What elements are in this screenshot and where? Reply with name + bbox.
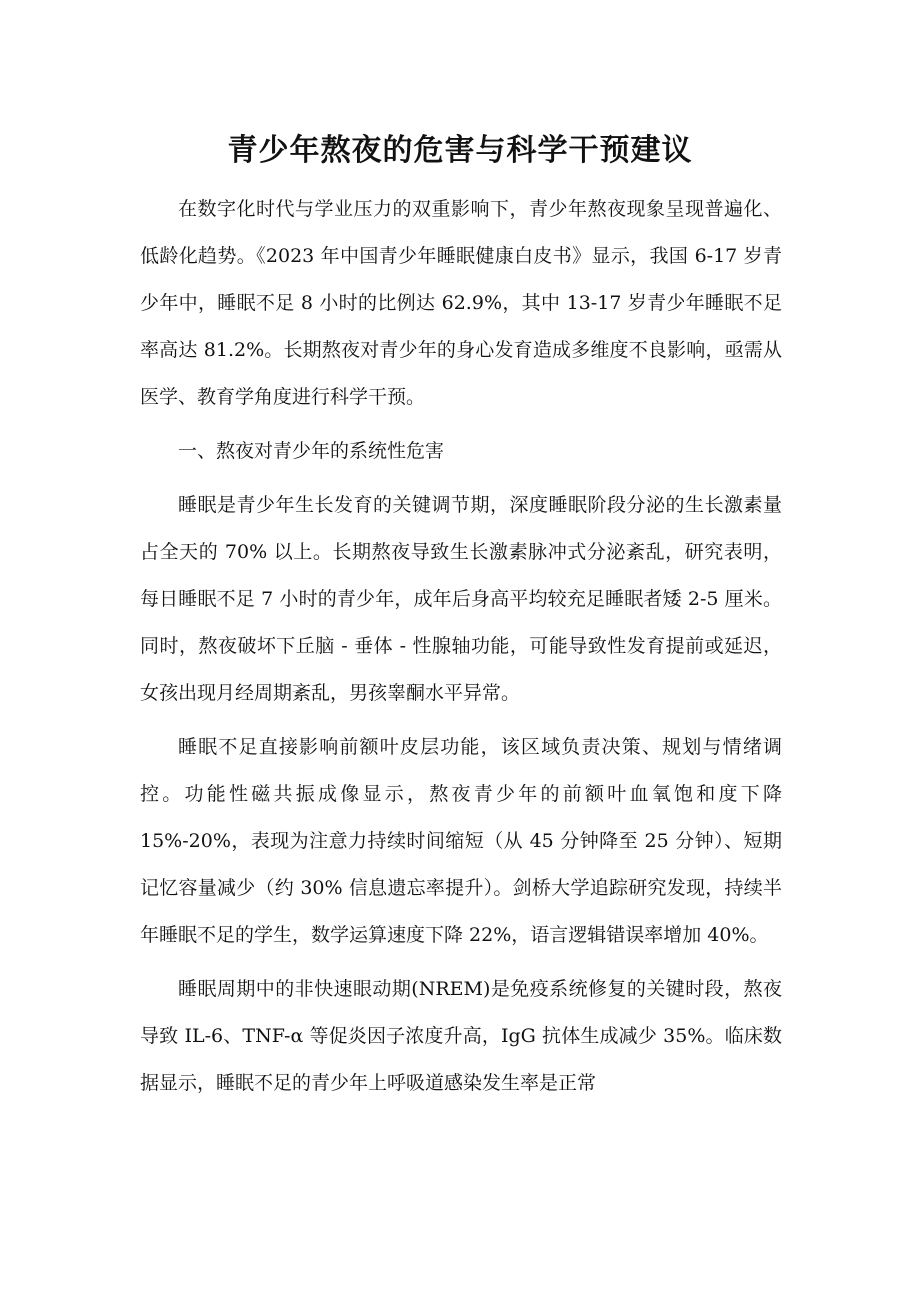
immune-paragraph: 睡眠周期中的非快速眼动期(NREM)是免疫系统修复的关键时段，熬夜导致 IL-6、TNF-α 等促炎因子浓度升高，IgG 抗体生成减少 35%。临床数据显示，睡眠不足的青少年上呼吸道感染发生率是正常	[140, 978, 782, 1094]
document-title: 青少年熬夜的危害与科学干预建议	[227, 133, 693, 168]
document-body	[140, 186, 782, 1107]
intro-paragraph: 在数字化时代与学业压力的双重影响下，青少年熬夜现象呈现普遍化、低龄化趋势。《2023 年中国青少年睡眠健康白皮书》显示，我国 6-17 岁青少年中，睡眠不足 8 小时的比例达 62.9%，其中 13-17 岁青少年睡眠不足率高达 81.2%。长期熬夜对青少年的身心发育造成多维度不良影响，亟需从医学、教育学角度进行科学干预。	[140, 198, 782, 408]
section-heading: 一、熬夜对青少年的系统性危害	[178, 440, 445, 462]
cognition-paragraph: 睡眠不足直接影响前额叶皮层功能，该区域负责决策、规划与情绪调控。功能性磁共振成像显示，熬夜青少年的前额叶血氧饱和度下降 15%-20%，表现为注意力持续时间缩短（从 45 分钟降至 25 分钟）、短期记忆容量减少（约 30% 信息遗忘率提升）。剑桥大学追踪研究发现，持续半年睡眠不足的学生，数学运算速度下降 22%，语言逻辑错误率增加 40%。	[140, 736, 782, 946]
growth-paragraph: 睡眠是青少年生长发育的关键调节期，深度睡眠阶段分泌的生长激素量占全天的 70% 以上。长期熬夜导致生长激素脉冲式分泌紊乱，研究表明，每日睡眠不足 7 小时的青少年，成年后身高平均较充足睡眠者矮 2-5 厘米。同时，熬夜破坏下丘脑 - 垂体 - 性腺轴功能，可能导致性发育提前或延迟，女孩出现月经周期紊乱，男孩睾酮水平异常。	[140, 494, 782, 704]
